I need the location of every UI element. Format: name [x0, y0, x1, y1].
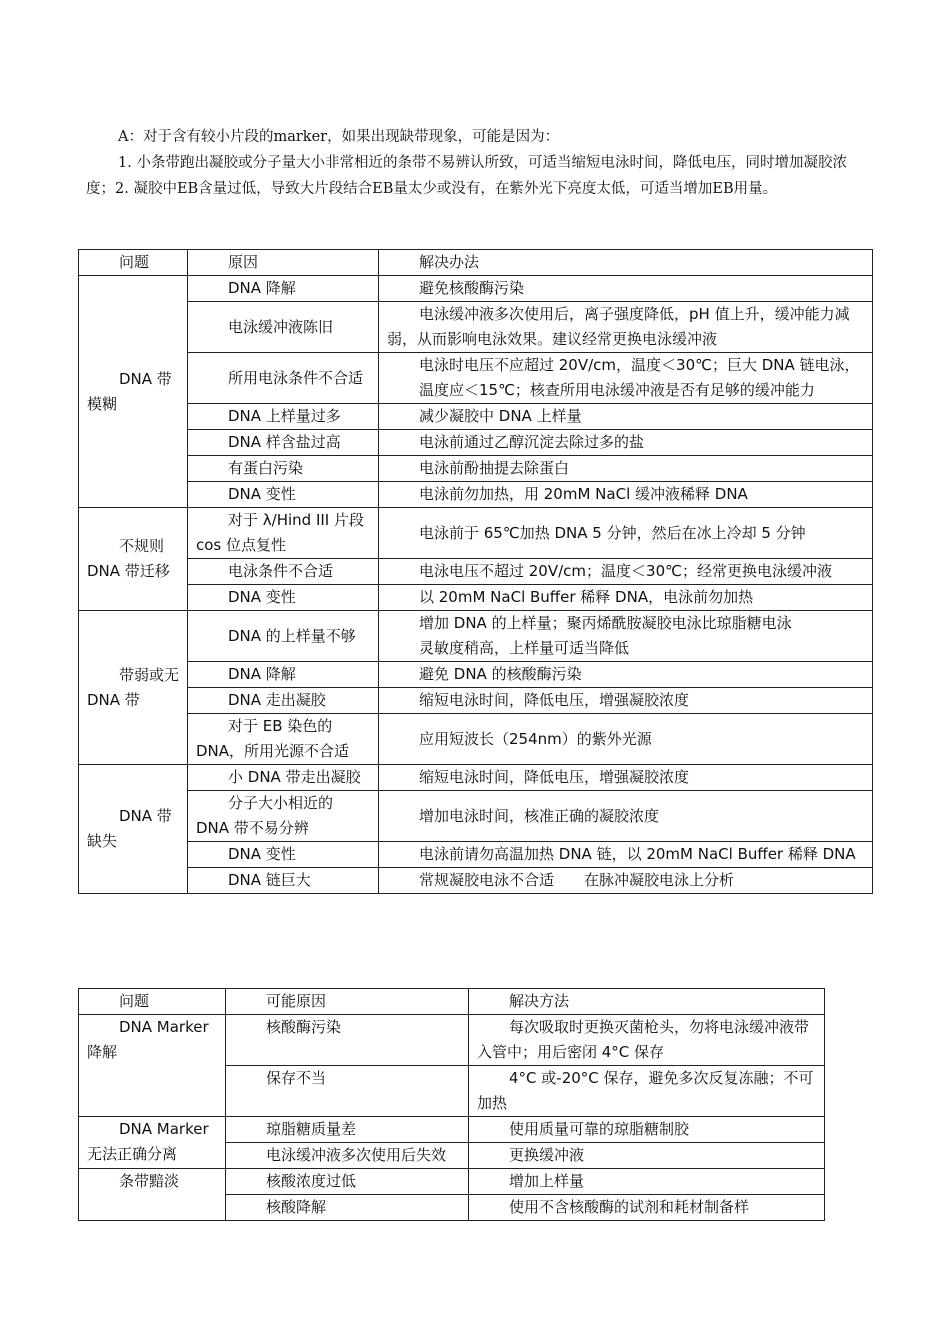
table-row [79, 1169, 825, 1195]
table-row [79, 430, 873, 456]
problem-cell: 不规则 DNA 带迁移 [79, 508, 188, 611]
solution-cell: 缩短电泳时间，降低电压，增强凝胶浓度 [379, 765, 873, 791]
cause-cell: DNA 变性 [188, 482, 379, 508]
solution-cell: 使用质量可靠的琼脂糖制胶 [469, 1117, 825, 1143]
table-row [79, 714, 873, 765]
cause-cell: 所用电泳条件不合适 [188, 353, 379, 404]
cause-cell: DNA 的上样量不够 [188, 611, 379, 662]
table-row [79, 1117, 825, 1143]
table-header-row [79, 250, 873, 276]
cause-cell: 核酸酶污染 [226, 1015, 469, 1066]
table-row [79, 559, 873, 585]
table-row [79, 791, 873, 842]
solution-cell: 4°C 或-20°C 保存，避免多次反复冻融；不可加热 [469, 1066, 825, 1117]
solution-line: 灵敏度稍高，上样量可适当降低 [419, 639, 630, 657]
cause-cell: 对于 λ/Hind III 片段 cos 位点复性 [188, 508, 379, 559]
table-row [79, 765, 873, 791]
solution-cell: 电泳前通过乙醇沉淀去除过多的盐 [379, 430, 873, 456]
dna-troubleshoot-table [78, 249, 873, 894]
solution-cell: 避免核酸酶污染 [379, 276, 873, 302]
solution-cell: 增加电泳时间，核准正确的凝胶浓度 [379, 791, 873, 842]
solution-cell: 电泳前请勿高温加热 DNA 链，以 20mM NaCl Buffer 稀释 DNA [379, 842, 873, 868]
header-cause: 可能原因 [226, 989, 469, 1015]
problem-cell: DNA 带缺失 [79, 765, 188, 894]
cause-cell: DNA 样含盐过高 [188, 430, 379, 456]
cause-cell: DNA 走出凝胶 [188, 688, 379, 714]
solution-cell: 减少凝胶中 DNA 上样量 [379, 404, 873, 430]
header-problem: 问题 [79, 989, 226, 1015]
cause-cell: 琼脂糖质量差 [226, 1117, 469, 1143]
solution-cell: 常规凝胶电泳不合适 在脉冲凝胶电泳上分析 [379, 868, 873, 894]
solution-cell: 应用短波长（254nm）的紫外光源 [379, 714, 873, 765]
cause-cell: 核酸浓度过低 [226, 1169, 469, 1195]
solution-cell: 电泳前酚抽提去除蛋白 [379, 456, 873, 482]
solution-cell: 电泳前于 65℃加热 DNA 5 分钟，然后在冰上冷却 5 分钟 [379, 508, 873, 559]
table-header-row [79, 989, 825, 1015]
cause-cell: 分子大小相近的 DNA 带不易分辨 [188, 791, 379, 842]
cause-cell: 对于 EB 染色的 DNA，所用光源不合适 [188, 714, 379, 765]
problem-cell: DNA 带模糊 [79, 276, 188, 508]
header-problem: 问题 [79, 250, 188, 276]
solution-cell: 电泳电压不超过 20V/cm；温度＜30℃；经常更换电泳缓冲液 [379, 559, 873, 585]
cause-cell: 小 DNA 带走出凝胶 [188, 765, 379, 791]
header-solution: 解决办法 [379, 250, 873, 276]
solution-line: 温度应＜15℃；核查所用电泳缓冲液是否有足够的缓冲能力 [419, 381, 815, 399]
solution-cell: 增加上样量 [469, 1169, 825, 1195]
solution-cell: 每次吸取时更换灭菌枪头，勿将电泳缓冲液带入管中；用后密闭 4°C 保存 [469, 1015, 825, 1066]
table-row [79, 1015, 825, 1066]
problem-cell: 带弱或无 DNA 带 [79, 611, 188, 765]
cause-cell: DNA 上样量过多 [188, 404, 379, 430]
solution-cell: 以 20mM NaCl Buffer 稀释 DNA，电泳前勿加热 [379, 585, 873, 611]
problem-cell: DNA Marker 无法正确分离 [79, 1117, 226, 1169]
solution-line: 电泳时电压不应超过 20V/cm，温度＜30℃；巨大 DNA 链电泳， [419, 356, 860, 374]
solution-cell: 避免 DNA 的核酸酶污染 [379, 662, 873, 688]
cause-cell: DNA 变性 [188, 842, 379, 868]
cause-cell: 电泳缓冲液陈旧 [188, 302, 379, 353]
intro-text [86, 124, 866, 202]
problem-cell: DNA Marker 降解 [79, 1015, 226, 1117]
table-row [79, 404, 873, 430]
cause-cell: 电泳条件不合适 [188, 559, 379, 585]
table-row [79, 482, 873, 508]
cause-cell: DNA 链巨大 [188, 868, 379, 894]
table-row [79, 456, 873, 482]
solution-cell: 缩短电泳时间，降低电压，增强凝胶浓度 [379, 688, 873, 714]
table-row [79, 842, 873, 868]
intro-line-2: 1. 小条带跑出凝胶或分子量大小非常相近的条带不易辨认所致，可适当缩短电泳时间，降低电压，同时增加凝胶浓度；2. 凝胶中EB含量过低，导致大片段结合EB量太少或没有，在紫外光下亮度太低，可适当增加EB用量。 [86, 155, 847, 197]
header-cause: 原因 [188, 250, 379, 276]
cause-cell: DNA 变性 [188, 585, 379, 611]
table-row [79, 868, 873, 894]
table-row [79, 302, 873, 353]
table-row [79, 662, 873, 688]
table-row [79, 688, 873, 714]
solution-cell: 使用不含核酸酶的试剂和耗材制备样 [469, 1195, 825, 1221]
cause-cell: 电泳缓冲液多次使用后失效 [226, 1143, 469, 1169]
solution-cell [379, 611, 873, 662]
table-row [79, 276, 873, 302]
solution-line: 增加 DNA 的上样量；聚丙烯酰胺凝胶电泳比琼脂糖电泳 [419, 614, 792, 632]
cause-cell: 核酸降解 [226, 1195, 469, 1221]
marker-troubleshoot-table [78, 988, 825, 1221]
table-row [79, 508, 873, 559]
cause-cell: 保存不当 [226, 1066, 469, 1117]
solution-cell: 电泳前勿加热，用 20mM NaCl 缓冲液稀释 DNA [379, 482, 873, 508]
solution-cell: 电泳缓冲液多次使用后，离子强度降低，pH 值上升，缓冲能力减弱，从而影响电泳效果。建议经常更换电泳缓冲液 [379, 302, 873, 353]
cause-cell: 有蛋白污染 [188, 456, 379, 482]
table-row [79, 611, 873, 662]
cause-cell: DNA 降解 [188, 662, 379, 688]
cause-cell: DNA 降解 [188, 276, 379, 302]
problem-cell: 条带黯淡 [79, 1169, 226, 1221]
solution-cell [379, 353, 873, 404]
table-row [79, 585, 873, 611]
intro-line-1: A：对于含有较小片段的marker，如果出现缺带现象，可能是因为： [118, 129, 560, 145]
header-solution: 解决方法 [469, 989, 825, 1015]
table-row [79, 353, 873, 404]
solution-cell: 更换缓冲液 [469, 1143, 825, 1169]
